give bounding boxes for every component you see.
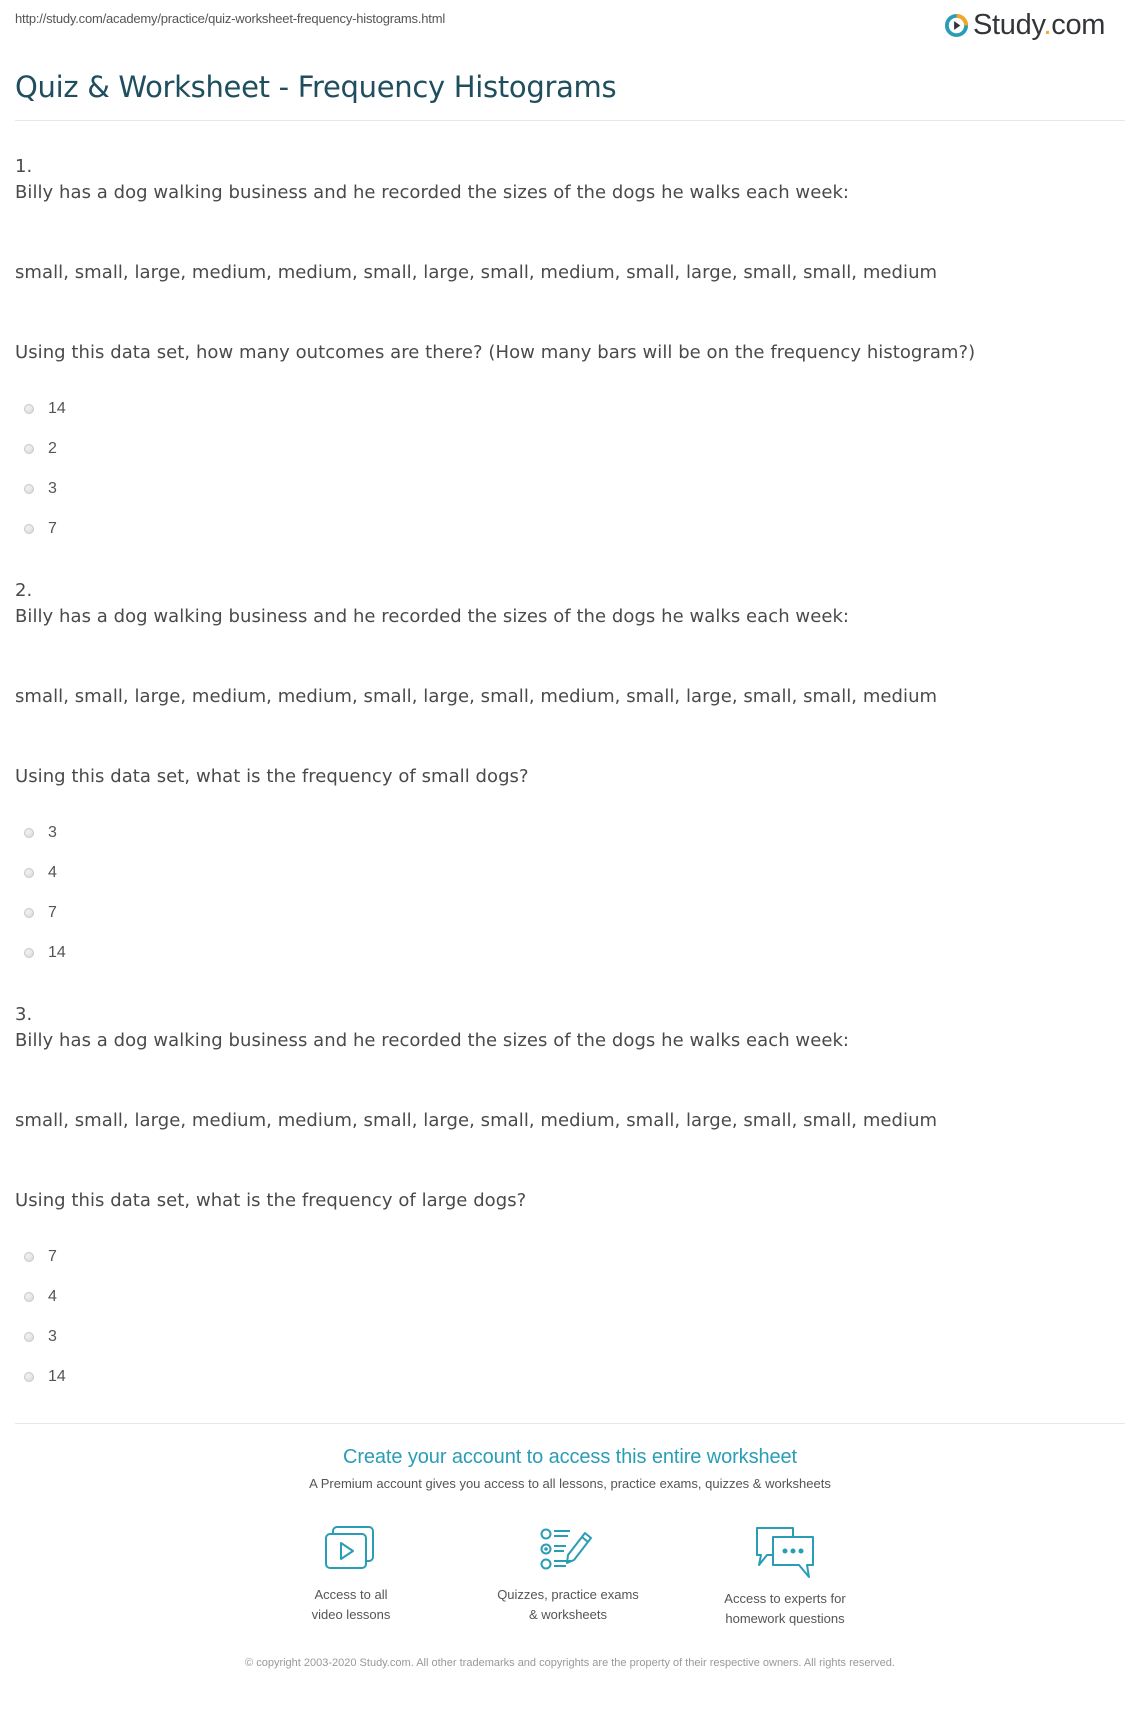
option-label: 7 — [48, 520, 57, 537]
radio-button[interactable] — [24, 868, 34, 878]
radio-button[interactable] — [24, 948, 34, 958]
feature-label-line1: Access to all — [314, 1587, 388, 1602]
radio-button[interactable] — [24, 484, 34, 494]
logo-text-dot: . — [1043, 8, 1052, 41]
option-label: 3 — [48, 1328, 57, 1345]
feature-experts — [685, 1525, 885, 1629]
answer-option[interactable] — [15, 514, 57, 544]
radio-button[interactable] — [24, 1252, 34, 1262]
option-label: 2 — [48, 440, 57, 457]
study-logo[interactable] — [944, 8, 1105, 42]
feature-label — [468, 1585, 668, 1625]
question-stem: Billy has a dog walking business and he recorded the sizes of the dogs he walks each week: — [15, 182, 850, 203]
radio-button[interactable] — [24, 1292, 34, 1302]
option-label: 4 — [48, 1288, 57, 1305]
content-divider — [15, 1423, 1125, 1424]
radio-button[interactable] — [24, 828, 34, 838]
logo-wordmark — [973, 9, 1105, 42]
radio-button[interactable] — [24, 524, 34, 534]
logo-text-main: Study — [973, 8, 1044, 41]
feature-label-line1: Access to experts for — [724, 1591, 846, 1606]
answer-option[interactable] — [15, 858, 57, 888]
option-label: 14 — [48, 944, 66, 961]
quiz-checklist-icon — [538, 1525, 598, 1575]
option-label: 3 — [48, 480, 57, 497]
radio-button[interactable] — [24, 404, 34, 414]
logo-text-tld: com — [1051, 8, 1106, 41]
radio-button[interactable] — [24, 908, 34, 918]
option-label: 3 — [48, 824, 57, 841]
question-prompt: Using this data set, how many outcomes are there? (How many bars will be on the frequency histogram?) — [15, 342, 976, 363]
feature-quizzes — [468, 1525, 668, 1625]
option-label: 14 — [48, 400, 66, 417]
feature-label-line2: & worksheets — [528, 1607, 608, 1622]
cta-title-link[interactable]: Create your account to access this entire worksheet — [342, 1446, 797, 1468]
answer-option[interactable] — [15, 1322, 57, 1352]
feature-label-line2: video lessons — [311, 1607, 391, 1622]
question-prompt: Using this data set, what is the frequency of small dogs? — [15, 766, 529, 787]
option-label: 7 — [48, 1248, 57, 1265]
question-data-set: small, small, large, medium, medium, small, large, small, medium, small, large, small, small, medium — [15, 1110, 938, 1131]
page-title: Quiz & Worksheet - Frequency Histograms — [15, 70, 617, 104]
question-number: 1. — [15, 156, 33, 177]
title-divider — [15, 120, 1125, 121]
question-number: 2. — [15, 580, 33, 601]
feature-label — [251, 1585, 451, 1625]
question-number: 3. — [15, 1004, 33, 1025]
answer-option[interactable] — [15, 1282, 57, 1312]
answer-option[interactable] — [15, 394, 66, 424]
feature-label — [685, 1589, 885, 1629]
radio-button[interactable] — [24, 1332, 34, 1342]
page-url: http://study.com/academy/practice/quiz-worksheet-frequency-histograms.html — [15, 11, 446, 26]
answer-option[interactable] — [15, 938, 66, 968]
option-label: 7 — [48, 904, 57, 921]
option-label: 4 — [48, 864, 57, 881]
question-prompt: Using this data set, what is the frequency of large dogs? — [15, 1190, 527, 1211]
answer-option[interactable] — [15, 818, 57, 848]
play-logo-icon — [944, 13, 969, 38]
answer-option[interactable] — [15, 434, 57, 464]
cta-subtitle: A Premium account gives you access to all lessons, practice exams, quizzes & worksheets — [309, 1476, 831, 1491]
option-label: 14 — [48, 1368, 66, 1385]
question-data-set: small, small, large, medium, medium, small, large, small, medium, small, large, small, small, medium — [15, 262, 938, 283]
feature-label-line1: Quizzes, practice exams — [497, 1587, 639, 1602]
video-lessons-icon — [323, 1525, 379, 1575]
radio-button[interactable] — [24, 1372, 34, 1382]
answer-option[interactable] — [15, 898, 57, 928]
answer-option[interactable] — [15, 474, 57, 504]
answer-option[interactable] — [15, 1242, 57, 1272]
question-stem: Billy has a dog walking business and he recorded the sizes of the dogs he walks each week: — [15, 1030, 850, 1051]
question-stem: Billy has a dog walking business and he recorded the sizes of the dogs he walks each week: — [15, 606, 850, 627]
feature-label-line2: homework questions — [725, 1611, 845, 1626]
chat-experts-icon — [753, 1525, 817, 1579]
radio-button[interactable] — [24, 444, 34, 454]
copyright-notice: © copyright 2003-2020 Study.com. All other trademarks and copyrights are the property of their respective owners. All rights reserved. — [245, 1657, 895, 1669]
answer-option[interactable] — [15, 1362, 66, 1392]
question-data-set: small, small, large, medium, medium, small, large, small, medium, small, large, small, small, medium — [15, 686, 938, 707]
feature-video-lessons — [251, 1525, 451, 1625]
